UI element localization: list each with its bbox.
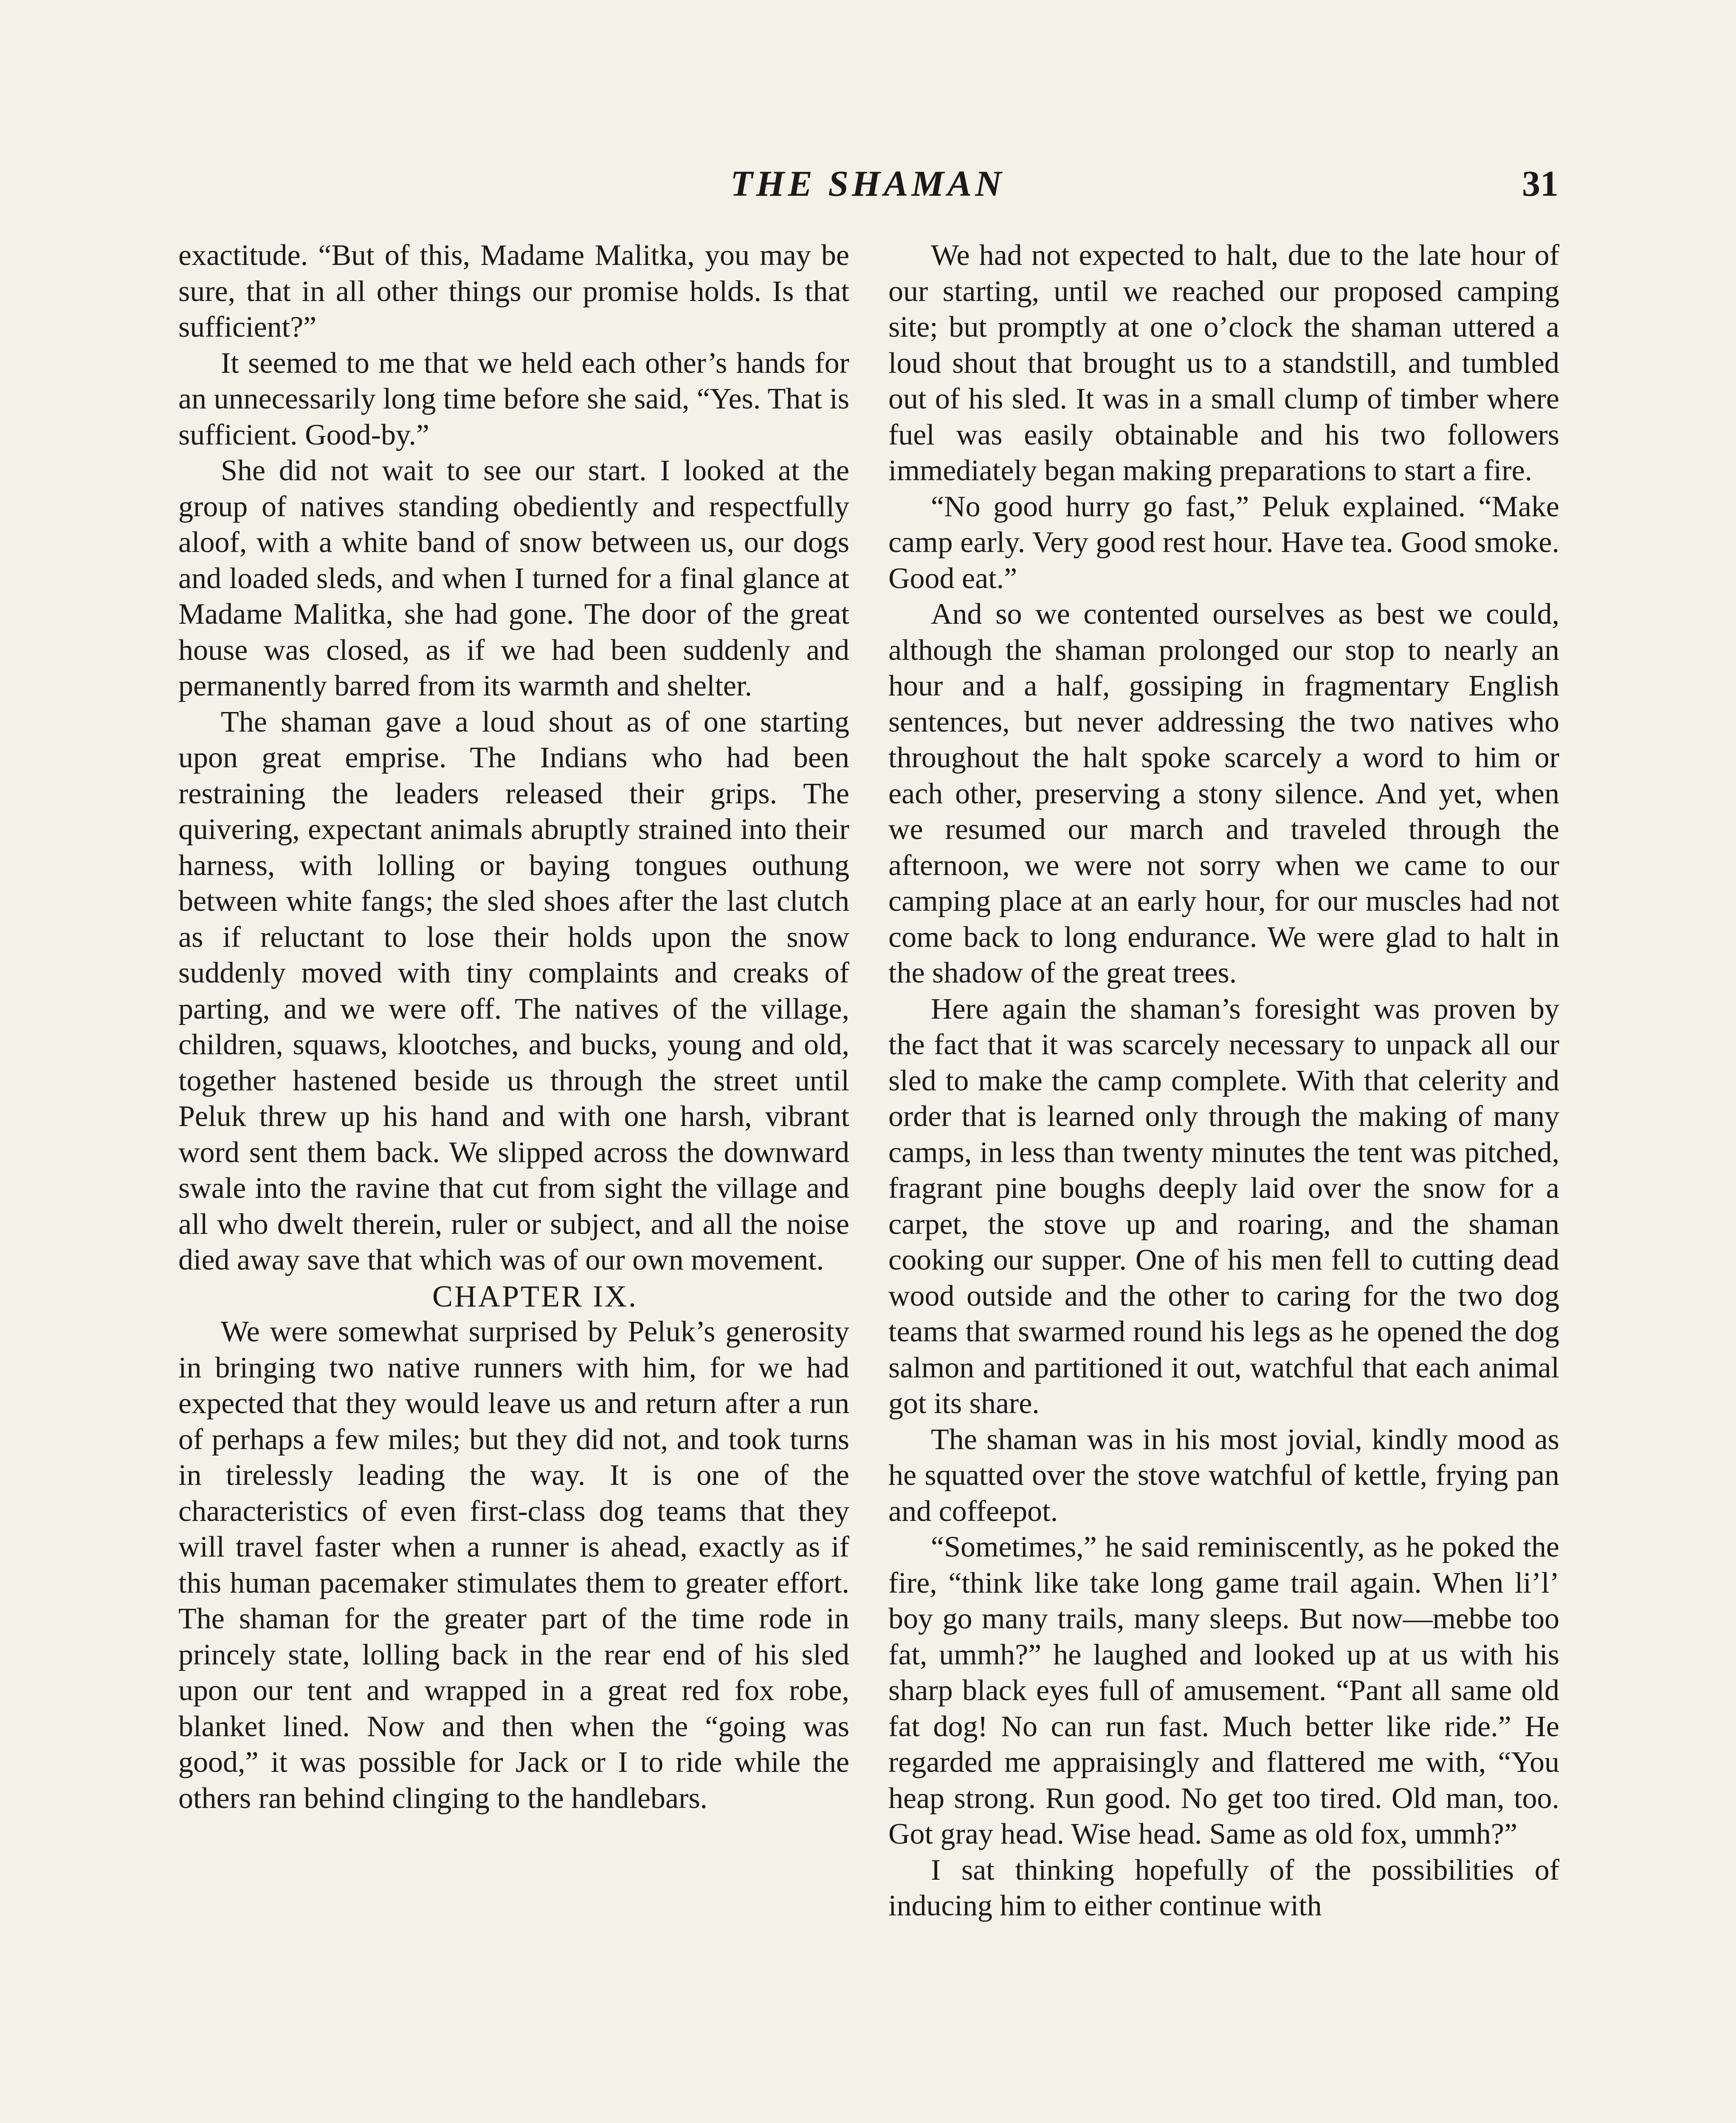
paragraph: She did not wait to see our start. I looked at the group of natives standing obediently and respectfully aloof, with a white band of snow between us, our dogs and loaded sleds, and when I turned for a final glance at Madame Malitka, she had gone. The door of the great house was closed, as if we had been suddenly and permanently barred from its warmth and shelter.: [178, 454, 849, 702]
chapter-heading: CHAPTER IX.: [432, 1279, 638, 1313]
running-header: [178, 162, 1558, 213]
paragraph: We were somewhat surprised by Peluk’s generosity in bringing two native runners with him, for we had expected that they would leave us and return after a run of perhaps a few miles; but they did not, and took turns in tirelessly leading the way. It is one of the characteristics of even first-class dog teams that they will travel faster when a runner is ahead, exactly as if this human pacemaker stimulates them to greater effort. The shaman for the greater part of the time rode in princely state, lolling back in the rear end of his sled upon our tent and wrapped in a great red fox robe, blanket lined. Now and then when the “going was good,” it was possible for Jack or I to ride while the others ran behind clinging to the handlebars.: [178, 1315, 849, 1815]
paragraph: And so we contented ourselves as best we could, although the shaman prolonged our stop to nearly an hour and a half, gossiping in fragmentary English sentences, but never addressing the two natives who throughout the halt spoke scarcely a word to him or each other, preserving a stony silence. And yet, when we resumed our march and traveled through the afternoon, we were not sorry when we came to our camping place at an early hour, for our muscles had not come back to long endurance. We were glad to halt in the shadow of the great trees.: [888, 598, 1559, 989]
paragraph: The shaman was in his most jovial, kindly mood as he squatted over the stove watchful of kettle, frying pan and coffeepot.: [888, 1423, 1559, 1528]
right-column: [888, 238, 1559, 1924]
paragraph: “Sometimes,” he said reminiscently, as he poked the fire, “think like take long game trail again. When li’l’ boy go many trails, many sleeps. But now—mebbe too fat, ummh?” he laughed and looked up at us with his sharp black eyes full of amusement. “Pant all same old fat dog! No can run fast. Much better like ride.” He regarded me appraisingly and flattered me with, “You heap strong. Run good. No get too tired. Old man, too. Got gray head. Wise head. Same as old fox, ummh?”: [888, 1531, 1559, 1850]
paragraph: I sat thinking hopefully of the possibilities of inducing him to either continue with: [888, 1853, 1559, 1922]
running-title: THE SHAMAN: [730, 163, 1005, 204]
paragraph: The shaman gave a loud shout as of one starting upon great emprise. The Indians who had been restraining the leaders released their grips. The quivering, expectant animals abruptly strained into their harness, with lolling or baying tongues outhung between white fangs; the sled shoes after the last clutch as if reluctant to lose their holds upon the snow suddenly moved with tiny complaints and creaks of parting, and we were off. The natives of the village, children, squaws, klootches, and bucks, young and old, together hastened beside us through the street until Peluk threw up his hand and with one harsh, vibrant word sent them back. We slipped across the downward swale into the ravine that cut from sight the village and all who dwelt therein, ruler or subject, and all the noise died away save that which was of our own movement.: [178, 705, 849, 1276]
paragraph: We had not expected to halt, due to the late hour of our starting, until we reached our proposed camping site; but promptly at one o’clock the shaman uttered a loud shout that brought us to a standstill, and tumbled out of his sled. It was in a small clump of timber where fuel was easily obtainable and his two followers immediately began making preparations to start a fire.: [888, 239, 1559, 487]
left-column: [178, 238, 849, 1816]
paragraph: exactitude. “But of this, Madame Malitka, you may be sure, that in all other things our promise holds. Is that sufficient?”: [178, 239, 849, 344]
page-number: 31: [1522, 163, 1558, 204]
paragraph: “No good hurry go fast,” Peluk explained. “Make camp early. Very good rest hour. Have tea. Good smoke. Good eat.”: [888, 490, 1559, 595]
paragraph: It seemed to me that we held each other’s hands for an unnecessarily long time before she said, “Yes. That is sufficient. Good-by.”: [178, 346, 849, 451]
paragraph: Here again the shaman’s foresight was proven by the fact that it was scarcely necessary to unpack all our sled to make the camp complete. With that celerity and order that is learned only through the making of many camps, in less than twenty minutes the tent was pitched, fragrant pine boughs deeply laid over the snow for a carpet, the stove up and roaring, and the shaman cooking our supper. One of his men fell to cutting dead wood outside and the other to caring for the two dog teams that swarmed round his legs as he opened the dog salmon and partitioned it out, watchful that each animal got its share.: [888, 992, 1559, 1420]
